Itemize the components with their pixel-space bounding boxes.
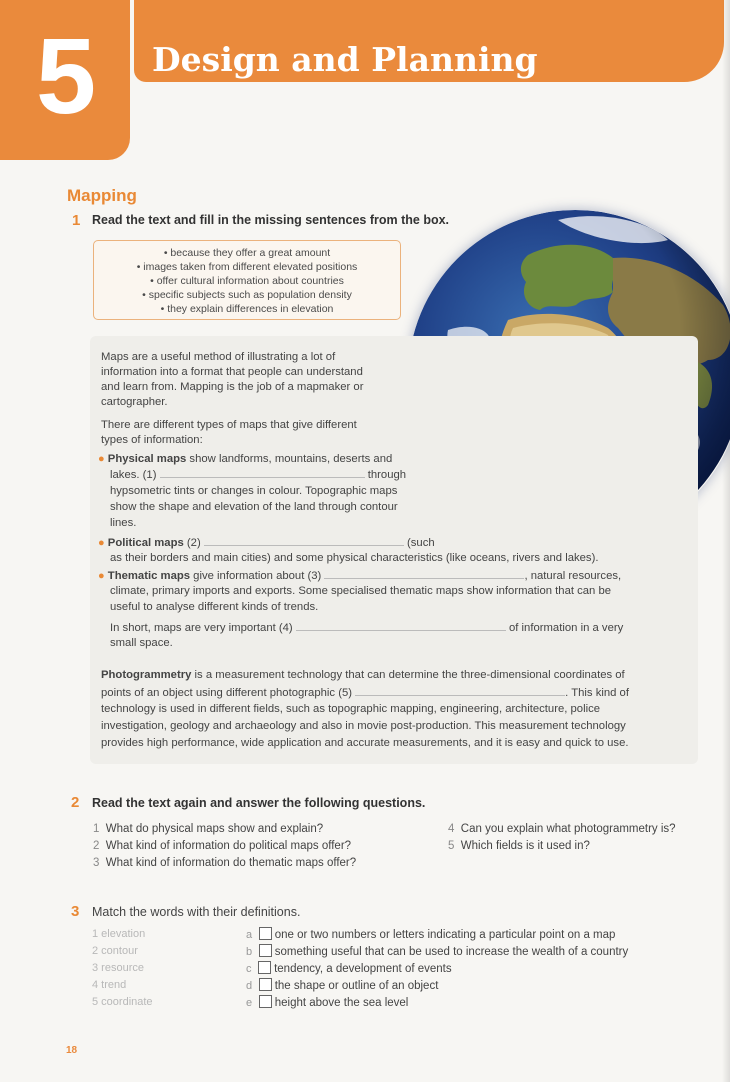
definition-letter: b <box>246 946 253 958</box>
reading-text: through <box>367 469 407 481</box>
unit-number: 5 <box>35 15 95 136</box>
physical-maps-label: Physical maps <box>107 453 187 465</box>
phrase-box <box>93 240 401 320</box>
reading-text: show landforms, mountains, deserts and <box>186 453 393 465</box>
question-text: What kind of information do political maps offer? <box>105 840 352 852</box>
reading-line: hypsometric tints or changes in colour. Topographic maps <box>110 485 398 497</box>
question-item <box>93 823 323 835</box>
answer-checkbox[interactable] <box>259 944 272 957</box>
phrase-item: • specific subjects such as population density <box>142 289 352 301</box>
question-text: What kind of information do thematic maps offer? <box>105 857 357 869</box>
exercise-3-number: 3 <box>71 903 80 920</box>
exercise-2-number: 2 <box>71 794 80 811</box>
bullet-icon: ● <box>98 453 105 465</box>
exercise-1-number: 1 <box>72 212 81 229</box>
reading-line: information into a format that people can understand <box>101 366 363 378</box>
definition-text: height above the sea level <box>274 997 409 1009</box>
answer-checkbox[interactable] <box>259 927 272 940</box>
definition-item <box>246 978 438 992</box>
answer-checkbox[interactable] <box>259 995 272 1008</box>
reading-line: and learn from. Mapping is the job of a mapmaker or <box>101 381 364 393</box>
match-word: 5 coordinate <box>92 996 153 1008</box>
answer-checkbox[interactable] <box>259 978 272 991</box>
question-item <box>448 840 590 852</box>
reading-line: climate, primary imports and exports. Some specialised thematic maps show information that can be <box>110 585 612 597</box>
bullet-icon: ● <box>98 570 105 582</box>
definition-letter: a <box>246 929 253 941</box>
reading-line: technology is used in different fields, such as topographic mapping, engineering, architecture, police <box>101 703 601 715</box>
definition-letter: e <box>246 997 253 1009</box>
reading-line: types of information: <box>101 434 203 446</box>
definition-letter: d <box>246 980 253 992</box>
reading-text: points of an object using different photographic (5) <box>101 687 352 699</box>
reading-text: (such <box>407 537 435 549</box>
match-word: 3 resource <box>92 962 144 974</box>
answer-blank-1[interactable] <box>160 467 365 478</box>
reading-text: is a measurement technology that can determine the three-dimensional coordinates of <box>191 669 625 681</box>
definition-text: one or two numbers or letters indicating a particular point on a map <box>274 929 616 941</box>
definition-text: something useful that can be used to increase the wealth of a country <box>274 946 629 958</box>
blank-1-line <box>110 467 406 483</box>
section-heading: Mapping <box>67 186 137 205</box>
reading-line: as their borders and main cities) and some physical characteristics (like oceans, rivers and lakes). <box>110 552 599 564</box>
definition-text: tendency, a development of events <box>274 963 452 975</box>
phrase-item: • images taken from different elevated positions <box>136 261 358 273</box>
match-word: 4 trend <box>92 979 127 991</box>
question-number: 4 <box>448 823 455 835</box>
photogrammetry-label: Photogrammetry <box>101 669 192 681</box>
definition-item <box>246 927 615 941</box>
definition-text: the shape or outline of an object <box>274 980 439 992</box>
question-text: What do physical maps show and explain? <box>105 823 324 835</box>
answer-blank-2[interactable] <box>204 535 404 546</box>
reading-line: cartographer. <box>101 396 168 408</box>
thematic-maps-label: Thematic maps <box>107 570 191 582</box>
match-word: 1 elevation <box>92 928 146 940</box>
reading-line: small space. <box>110 637 173 649</box>
phrase-item: • because they offer a great amount <box>163 247 331 259</box>
page-edge-shadow <box>722 0 730 1082</box>
reading-line: investigation, geology and archaeology and also in movie post-production. This measurement technology <box>101 720 626 732</box>
answer-blank-3[interactable] <box>324 568 524 579</box>
reading-text: of information in a very <box>508 622 624 634</box>
answer-checkbox[interactable] <box>258 961 271 974</box>
definition-item <box>246 944 628 958</box>
phrase-item: • offer cultural information about countries <box>150 275 344 287</box>
physical-maps-line <box>98 452 392 467</box>
reading-text: (2) <box>183 537 201 549</box>
reading-line: useful to analyse different kinds of trends. <box>110 601 319 613</box>
reading-line: provides high performance, wide application and accurate measurements, and it is easy and quick to use. <box>101 737 629 749</box>
definition-letter: c <box>246 963 252 975</box>
reading-line: show the shape and elevation of the land through contour <box>110 501 398 513</box>
question-number: 2 <box>93 840 100 852</box>
answer-blank-4[interactable] <box>296 620 506 631</box>
phrase-item: • they explain differences in elevation <box>160 303 334 315</box>
question-item <box>93 840 351 852</box>
question-number: 1 <box>93 823 100 835</box>
definition-item <box>246 961 452 975</box>
political-maps-line <box>98 535 435 551</box>
reading-text: . This kind of <box>565 687 629 699</box>
thematic-maps-line <box>98 568 621 584</box>
reading-text: In short, maps are very important (4) <box>110 622 293 634</box>
question-item <box>448 823 676 835</box>
reading-text: , natural resources, <box>524 570 622 582</box>
page-number: 18 <box>66 1045 78 1056</box>
reading-text: give information about (3) <box>190 570 322 582</box>
reading-line: Maps are a useful method of illustrating a lot of <box>101 351 336 363</box>
photogrammetry-line <box>101 668 625 683</box>
exercise-3-instruction: Match the words with their definitions. <box>92 905 301 919</box>
bullet-icon: ● <box>98 537 105 549</box>
blank-5-line <box>101 685 629 701</box>
unit-title: Design and Planning <box>152 40 538 79</box>
political-maps-label: Political maps <box>107 537 184 549</box>
definition-item <box>246 995 408 1009</box>
question-number: 3 <box>93 857 100 869</box>
question-text: Which fields is it used in? <box>460 840 590 852</box>
exercise-2-instruction: Read the text again and answer the following questions. <box>92 796 426 810</box>
question-text: Can you explain what photogrammetry is? <box>460 823 676 835</box>
question-number: 5 <box>448 840 455 852</box>
match-word: 2 contour <box>92 945 138 957</box>
exercise-1-instruction: Read the text and fill in the missing sentences from the box. <box>92 213 450 227</box>
short-line <box>110 620 623 636</box>
answer-blank-5[interactable] <box>355 685 565 696</box>
question-item <box>93 857 356 869</box>
reading-line: There are different types of maps that give different <box>101 419 357 431</box>
reading-line: lines. <box>110 517 137 529</box>
reading-text: lakes. (1) <box>110 469 157 481</box>
